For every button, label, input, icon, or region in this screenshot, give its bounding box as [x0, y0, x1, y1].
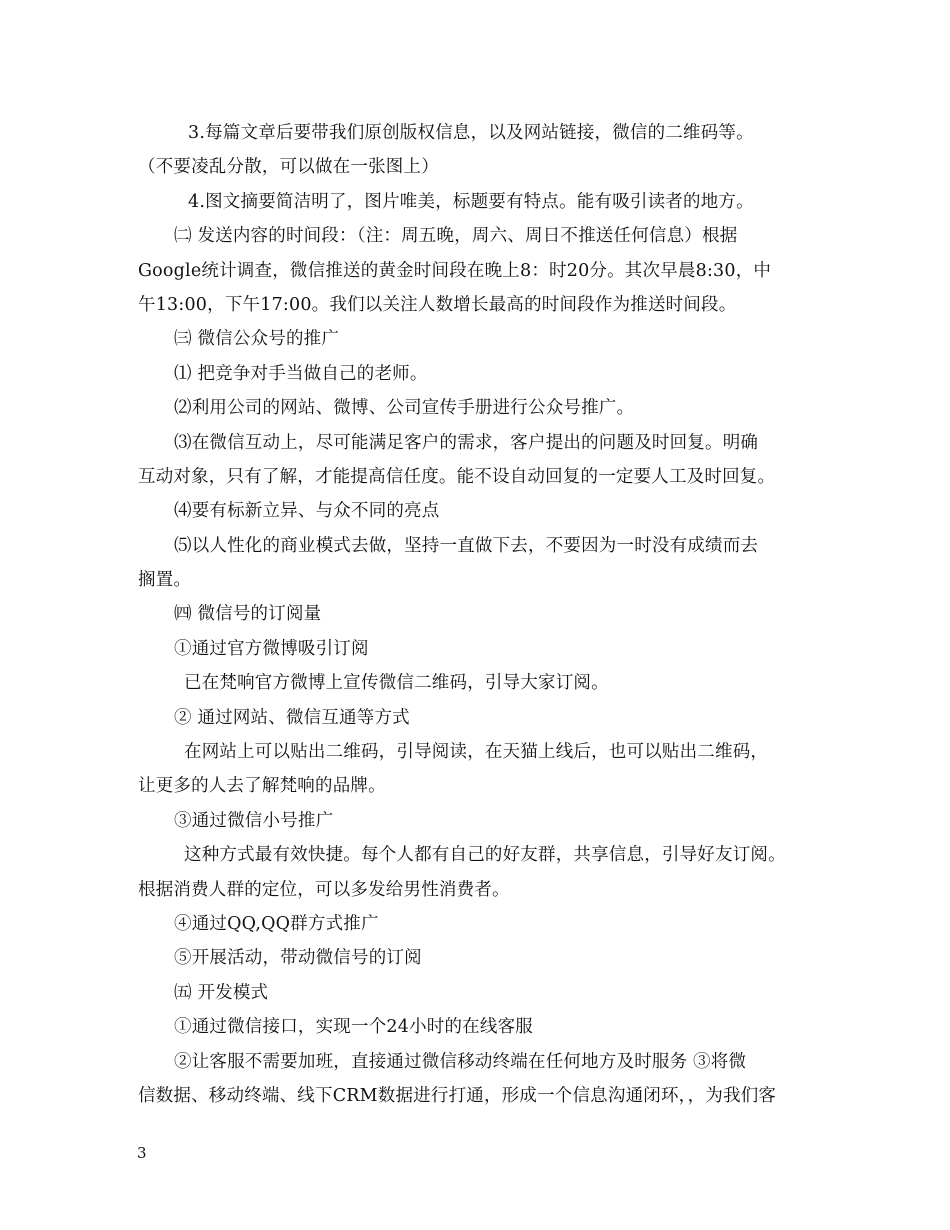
paragraph-line: 互动对象，只有了解，才能提高信任度。能不设自动回复的一定要人工及时回复。 — [138, 466, 776, 487]
section-heading: ㈣ 微信号的订阅量 — [174, 604, 322, 625]
paragraph-line: 让更多的人去了解梵响的品牌。 — [138, 776, 386, 797]
list-item: ①通过微信接口，实现一个24小时的在线客服 — [174, 1017, 533, 1038]
list-item: ⑤开展活动，带动微信号的订阅 — [174, 948, 422, 969]
list-item: ②让客服不需要加班，直接通过微信移动终端在任何地方及时服务 ③将微 — [174, 1051, 747, 1072]
paragraph-line: Google统计调查，微信推送的黄金时间段在晚上8：时20分。其次早晨8:30，中 — [138, 260, 772, 281]
paragraph-line: 这种方式最有效快捷。每个人都有自己的好友群，共享信息，引导好友订阅。 — [184, 845, 786, 866]
list-item: ⑷要有标新立异、与众不同的亮点 — [174, 501, 440, 522]
paragraph-line: 3.每篇文章后要带我们原创版权信息，以及网站链接，微信的二维码等。 — [188, 123, 754, 143]
list-item: ④通过QQ,QQ群方式推广 — [174, 913, 379, 934]
list-item: ⑸以人性化的商业模式去做，坚持一直做下去，不要因为一时没有成绩而去 — [174, 535, 759, 556]
section-heading: ㈡ 发送内容的时间段：（注：周五晚，周六、周日不推送任何信息）根据 — [174, 226, 738, 247]
list-item: ①通过官方微博吸引订阅 — [174, 638, 369, 659]
paragraph-line: 已在梵响官方微博上宣传微信二维码，引导大家订阅。 — [184, 673, 609, 694]
paragraph-line: （不要凌乱分散，可以做在一张图上） — [138, 157, 439, 178]
list-item: ⑵利用公司的网站、微博、公司宣传手册进行公众号推广。 — [174, 398, 635, 419]
section-heading: ㈢ 微信公众号的推广 — [174, 329, 340, 350]
paragraph-line: 信数据、移动终端、线下CRM数据进行打通，形成一个信息沟通闭环，，为我们客 — [138, 1085, 777, 1106]
list-item: ③通过微信小号推广 — [174, 810, 334, 831]
section-heading: ㈤ 开发模式 — [174, 982, 269, 1003]
page-number: 3 — [137, 1144, 147, 1162]
paragraph-line: 根据消费人群的定位，可以多发给男性消费者。 — [138, 879, 510, 900]
list-item: ② 通过网站、微信互通等方式 — [174, 707, 410, 728]
paragraph-line: 4.图文摘要简洁明了，图片唯美，标题要有特点。能有吸引读者的地方。 — [188, 191, 754, 212]
list-item: ⑴ 把竞争对手当做自己的老师。 — [174, 363, 428, 384]
paragraph-line: 在网站上可以贴出二维码，引导阅读，在天猫上线后，也可以贴出二维码， — [184, 742, 769, 763]
paragraph-line: 搁置。 — [138, 570, 192, 591]
paragraph-line: 午13:00，下午17:00。我们以关注人数增长最高的时间段作为推送时间段。 — [138, 294, 737, 315]
list-item: ⑶在微信互动上，尽可能满足客户的需求，客户提出的问题及时回复。明确 — [174, 432, 759, 453]
document-body — [138, 116, 828, 1113]
